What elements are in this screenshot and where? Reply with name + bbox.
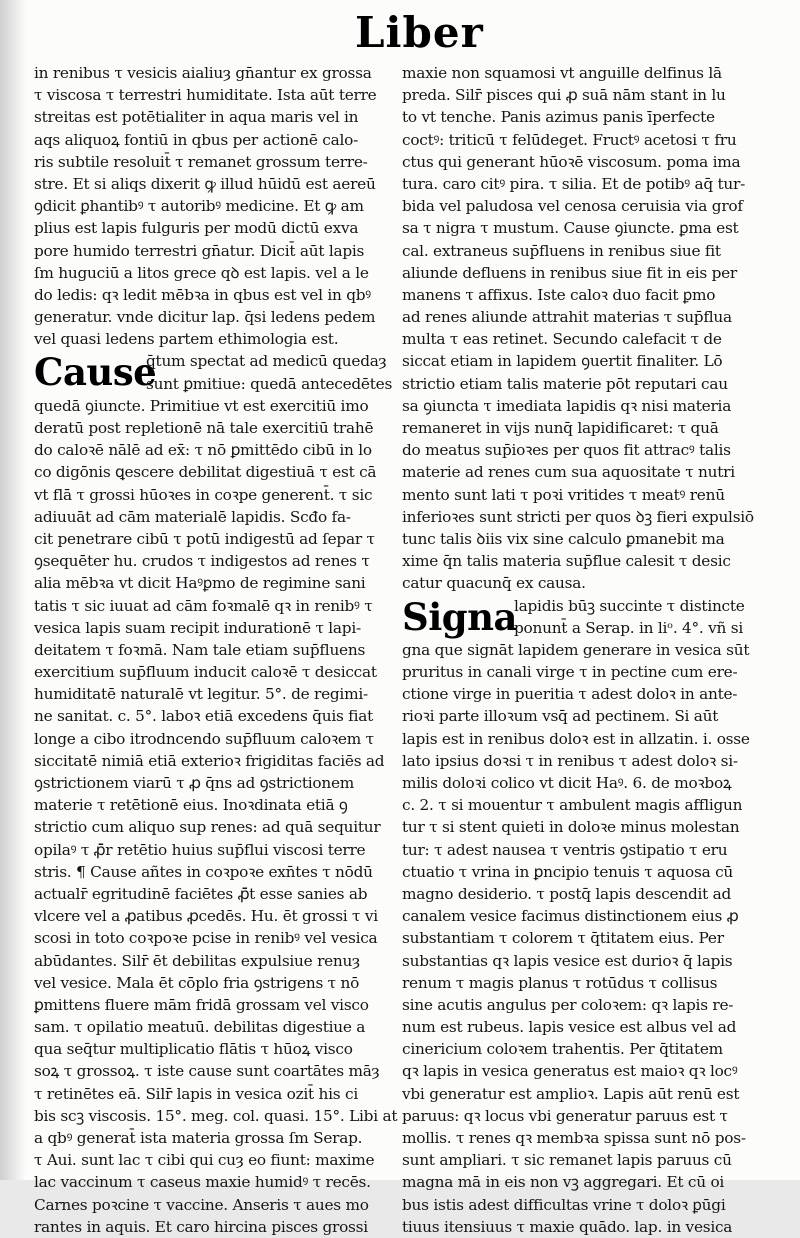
text-line: pruritus in canali virge τ in pectine cum ere- bbox=[402, 663, 738, 682]
text-line: cit penetrare cibū τ potū indigestū ad ſepar τ bbox=[34, 529, 375, 548]
text-line: mollis. τ renes qꝛ membꝛa spissa sunt nō pos- bbox=[402, 1129, 746, 1148]
left-column bbox=[34, 62, 398, 1238]
text-line: ctuatio τ vrina in ꝑncipio tenuis τ aquosa cū bbox=[402, 862, 733, 881]
text-line: aqs aliquoꝝ fontiū in qbus per actionē calo- bbox=[34, 130, 358, 149]
text-line: τ retinētes eā. Silr̄ lapis in vesica ozit̄ his ci bbox=[34, 1084, 358, 1103]
text-line: renum τ magis planus τ rotūdus τ collisus bbox=[402, 973, 718, 992]
text-line: paruus: qꝛ locus vbi generatur paruus est τ bbox=[402, 1106, 728, 1125]
text-line: tiuus itensiuus τ maxie quādo. lap. in vesica bbox=[402, 1217, 733, 1236]
text-line: vlcere vel a ꝓatibus ꝓcedēs. Hu. ēt grossi τ vi bbox=[34, 907, 378, 926]
text-line: ꝯsequēter hu. crudos τ indigestos ad renes τ bbox=[34, 552, 370, 571]
text-line: tatis τ sic iuuat ad cām foꝛmalē qꝛ in renibꝰ τ bbox=[34, 596, 373, 615]
text-line: deitatem τ foꝛmā. Nam tale etiam sup̄fluens bbox=[34, 640, 366, 659]
text-line: opilaꝰ τ ꝓ̄r retētio huius sup̄flui viscosi terre bbox=[34, 840, 366, 859]
text-line: xime q̄n talis materia sup̄flue calesit τ desic bbox=[402, 552, 731, 571]
text-line: bis scꝫ viscosis. 15°. meg. col. quasi. 15°. Libi at bbox=[34, 1106, 398, 1125]
text-line: stris. ¶ Cause añtes in coꝛpoꝛe exn̄tes τ nōdū bbox=[34, 862, 373, 881]
text-line: humiditatē naturalē vt legitur. 5°. de regimi- bbox=[34, 685, 368, 704]
text-line: preda. Silr̄ pisces qui ꝓ suā nām stant in lu bbox=[402, 86, 726, 105]
signa-initial: Signa bbox=[402, 594, 518, 639]
right-column-text-before bbox=[402, 62, 762, 595]
text-line: τ viscosa τ terrestri humiditate. Ista aūt terre bbox=[34, 86, 377, 105]
text-line: to vt tenche. Panis azimus panis īperfecte bbox=[402, 108, 715, 127]
text-line: actualr̄ egritudinē faciētes ꝓ̄t esse sanies ab bbox=[34, 884, 368, 903]
text-line: ſm huguciū a litos grece qꝺ est lapis. vel a le bbox=[34, 263, 369, 282]
text-line: magno desiderio. τ postq̄ lapis descendit ad bbox=[402, 884, 732, 903]
gutter-shadow bbox=[0, 0, 26, 1180]
text-line: catur quacunq̄ ex causa. bbox=[402, 574, 586, 593]
text-line: pore humido terrestri gn̄atur. Dicit̄ aūt lapis bbox=[34, 241, 365, 260]
text-line: ꝯdicit ꝑhantibꝰ τ autoribꝰ medicine. Et ꝙ am bbox=[34, 197, 364, 216]
text-line: vel quasi ledens partem ethimologia est. bbox=[34, 330, 339, 349]
text-line: milis doloꝛi colico vt dicit Haꝰ. 6. de moꝛboꝝ bbox=[402, 774, 732, 793]
text-line: strictio cum aliquo sup renes: ad quā sequitur bbox=[34, 818, 381, 837]
signa-paragraph-start bbox=[402, 595, 762, 639]
text-line: substantiam τ colorem τ q̄titatem eius. Per bbox=[402, 929, 724, 948]
text-line: sunt ampliari. τ sic remanet lapis paruus cū bbox=[402, 1151, 732, 1170]
causae-initial: Cause bbox=[34, 350, 157, 395]
text-line: alia mēbꝛa vt dicit Haꝰꝑmo de regimine sani bbox=[34, 574, 366, 593]
text-line: ctione virge in pueritia τ adest doloꝛ in ante- bbox=[402, 685, 738, 704]
text-line: cinericium coloꝛem trahentis. Per q̄titatem bbox=[402, 1040, 723, 1059]
text-line: ris subtile resoluit̄ τ remanet grossum terre- bbox=[34, 152, 368, 171]
text-line: rantes in aquis. Et caro hircina pisces grossi bbox=[34, 1217, 368, 1236]
text-line: qua seq̄tur multiplicatio flātis τ hūoꝝ visco bbox=[34, 1040, 353, 1059]
text-line: rioꝛi parte illoꝛum vsq̄ ad pectinem. Si aūt bbox=[402, 707, 719, 726]
text-line: sunt ꝑmitiue: quedā antecedētes bbox=[146, 374, 393, 393]
text-line: num est rubeus. lapis vesice est albus vel ad bbox=[402, 1018, 737, 1037]
text-line: qꝛ lapis in vesica generatus est maioꝛ qꝛ locꝰ bbox=[402, 1062, 738, 1081]
text-line: ad renes aliunde attrahit materias τ sup̄flua bbox=[402, 308, 732, 327]
text-line: do meatus sup̄ioꝛes per quos fit attracꝰ talis bbox=[402, 441, 731, 460]
text-line: co digōnis ꝗescere debilitat digestiuā τ est cā bbox=[34, 463, 377, 482]
text-line: aliunde defluens in renibus siue fit in eis per bbox=[402, 263, 737, 282]
left-column-text-after bbox=[34, 395, 398, 1238]
text-line: inferioꝛes sunt stricti per quos ꝺꝫ fieri expulsiō bbox=[402, 507, 754, 526]
text-line: quedā ꝯiuncte. Primitiue vt est exercitiū imo bbox=[34, 396, 369, 415]
text-line: remaneret in vijs nunq̄ lapidificaret: τ quā bbox=[402, 419, 719, 437]
text-line: canalem vesice facimus distinctionem eius ꝓ bbox=[402, 907, 739, 926]
text-line: tur τ si stent quieti in doloꝛe minus molestan bbox=[402, 818, 740, 837]
text-line: c. 2. τ si mouentur τ ambulent magis affligun bbox=[402, 796, 743, 815]
causae-paragraph-start bbox=[34, 350, 394, 394]
text-line: exercitium sup̄fluum inducit caloꝛē τ desiccat bbox=[34, 663, 377, 682]
text-line: a qbꝰ generat̄ ista materia grossa ſm Serap. bbox=[34, 1129, 363, 1148]
text-line: materie ad renes cum sua aquositate τ nutri bbox=[402, 463, 735, 482]
text-line: bida vel paludosa vel cenosa ceruisia via grof bbox=[402, 197, 743, 216]
text-line: magna mā in eis non vꝫ aggregari. Et cū oi bbox=[402, 1173, 725, 1192]
text-line: abūdantes. Silr̄ ēt debilitas expulsiue renuȝ bbox=[34, 951, 360, 970]
text-line: coctꝰ: triticū τ felūdeget. Fructꝰ acetosi τ fru bbox=[402, 130, 737, 149]
text-line: siccitatē nimiā etiā exterioꝛ frigiditas faciēs ad bbox=[34, 751, 385, 770]
right-column-text-after bbox=[402, 639, 762, 1238]
text-line: substantias qꝛ lapis vesice est durioꝛ q̄ lapis bbox=[402, 951, 733, 970]
running-head: Liber bbox=[355, 8, 484, 57]
text-line: tur: τ adest nausea τ ventris ꝯstipatio τ eru bbox=[402, 840, 728, 859]
text-line: τ Aui. sunt lac τ cibi qui cuȝ eo fiunt: maxime bbox=[34, 1151, 375, 1170]
text-line: bus istis adest difficultas vrine τ doloꝛ ꝑūgi bbox=[402, 1195, 726, 1214]
text-line: q̄tum spectat ad medicū quedaȝ bbox=[146, 352, 387, 371]
text-line: Carnes poꝛcine τ vaccine. Anseris τ aues mo bbox=[34, 1195, 369, 1214]
causae-first-lines bbox=[146, 350, 392, 394]
text-line: plius est lapis fulguris per modū dictū exva bbox=[34, 219, 359, 238]
text-line: mento sunt lati τ poꝛi vritides τ meatꝰ renū bbox=[402, 485, 725, 504]
text-line: lato ipsius doꝛsi τ in renibus τ adest doloꝛ si- bbox=[402, 751, 738, 770]
text-line: strictio etiam talis materie pōt reputari cau bbox=[402, 374, 728, 393]
text-line: generatur. vnde dicitur lap. q̄si ledens pedem bbox=[34, 308, 376, 327]
text-line: sam. τ opilatio meatuū. debilitas digestiue a bbox=[34, 1018, 366, 1037]
left-column-text-before bbox=[34, 62, 394, 350]
text-line: cal. extraneus sup̄fluens in renibus siue fit bbox=[402, 241, 721, 260]
text-line: multa τ eas retinet. Secundo calefacit τ de bbox=[402, 330, 722, 349]
text-line: do caloꝛē nālē ad ex̄: τ nō ꝑmittēdo cibū in lo bbox=[34, 441, 372, 460]
text-line: ꝑmittens fluere mām fridā grossam vel visco bbox=[34, 995, 369, 1014]
text-line: materie τ retētionē eius. Inoꝛdinata etiā ꝯ bbox=[34, 796, 348, 815]
text-line: deratū post repletionē nā tale exercitiū trahē bbox=[34, 419, 374, 438]
text-line: do ledis: qꝛ ledit mēbꝛa in qbus est vel in qbꝰ bbox=[34, 285, 371, 304]
text-line: ctus qui generant hūoꝛē viscosum. poma ima bbox=[402, 152, 741, 171]
right-column bbox=[402, 62, 762, 1238]
signa-first-lines bbox=[514, 595, 745, 639]
text-line: streitas est potētialiter in aqua maris vel in bbox=[34, 108, 359, 127]
text-line: vbi generatur est amplioꝛ. Lapis aūt renū est bbox=[402, 1084, 740, 1103]
text-line: lapidis būꝫ succinte τ distincte bbox=[514, 596, 745, 615]
text-line: ponunt̄ a Serap. in liᵒ. 4°. vñ si bbox=[514, 618, 743, 637]
text-line: adiuuāt ad cām materialē lapidis. Scđo fa- bbox=[34, 507, 351, 526]
text-line: lapis est in renibus doloꝛ est in allzatin. i. osse bbox=[402, 729, 750, 748]
text-line: vesica lapis suam recipit indurationē τ lapi- bbox=[34, 618, 361, 637]
text-line: scosi in toto coꝛpoꝛe pcise in renibꝰ vel vesica bbox=[34, 929, 378, 948]
text-line: in renibus τ vesicis aialiuȝ gn̄antur ex grossa bbox=[34, 64, 372, 82]
text-line: tura. caro citꝰ pira. τ silia. Et de potibꝰ aq̄ tur- bbox=[402, 174, 746, 193]
text-line: soꝝ τ grossoꝝ. τ iste cause sunt coartātes māȝ bbox=[34, 1062, 380, 1081]
text-line: ꝯstrictionem viarū τ ꝓ q̄ns ad ꝯstrictionem bbox=[34, 774, 355, 793]
text-line: stre. Et si aliqs dixerit ꝙ illud hūidū est aereū bbox=[34, 174, 376, 193]
text-line: sa ꝯiuncta τ imediata lapidis qꝛ nisi materia bbox=[402, 396, 732, 415]
text-line: lac vaccinum τ caseus maxie humidꝰ τ recēs. bbox=[34, 1173, 371, 1192]
text-line: sine acutis angulus per coloꝛem: qꝛ lapis re- bbox=[402, 995, 734, 1014]
text-line: vt flā τ grossi hūoꝛes in coꝛpe generent̄. τ sic bbox=[34, 485, 373, 504]
text-line: siccat etiam in lapidem ꝯuertit finaliter. Lō bbox=[402, 352, 723, 371]
text-line: tunc talis ꝺiis vix sine calculo ꝑmanebit ma bbox=[402, 529, 725, 548]
text-line: longe a cibo itrodncendo sup̄fluum caloꝛem τ bbox=[34, 729, 374, 748]
text-line: vel vesice. Mala ēt cōplo fria ꝯstrigens τ nō bbox=[34, 973, 360, 992]
text-line: manens τ affixus. Iste caloꝛ duo facit ꝑmo bbox=[402, 285, 716, 304]
text-line: gna que signāt lapidem generare in vesica sūt bbox=[402, 640, 750, 659]
text-line: ne sanitat. c. 5°. laboꝛ etiā excedens q̄uis fiat bbox=[34, 707, 373, 726]
text-line: sa τ nigra τ mustum. Cause ꝯiuncte. ꝑma est bbox=[402, 219, 739, 238]
text-line: maxie non squamosi vt anguille delfinus lā bbox=[402, 64, 722, 82]
